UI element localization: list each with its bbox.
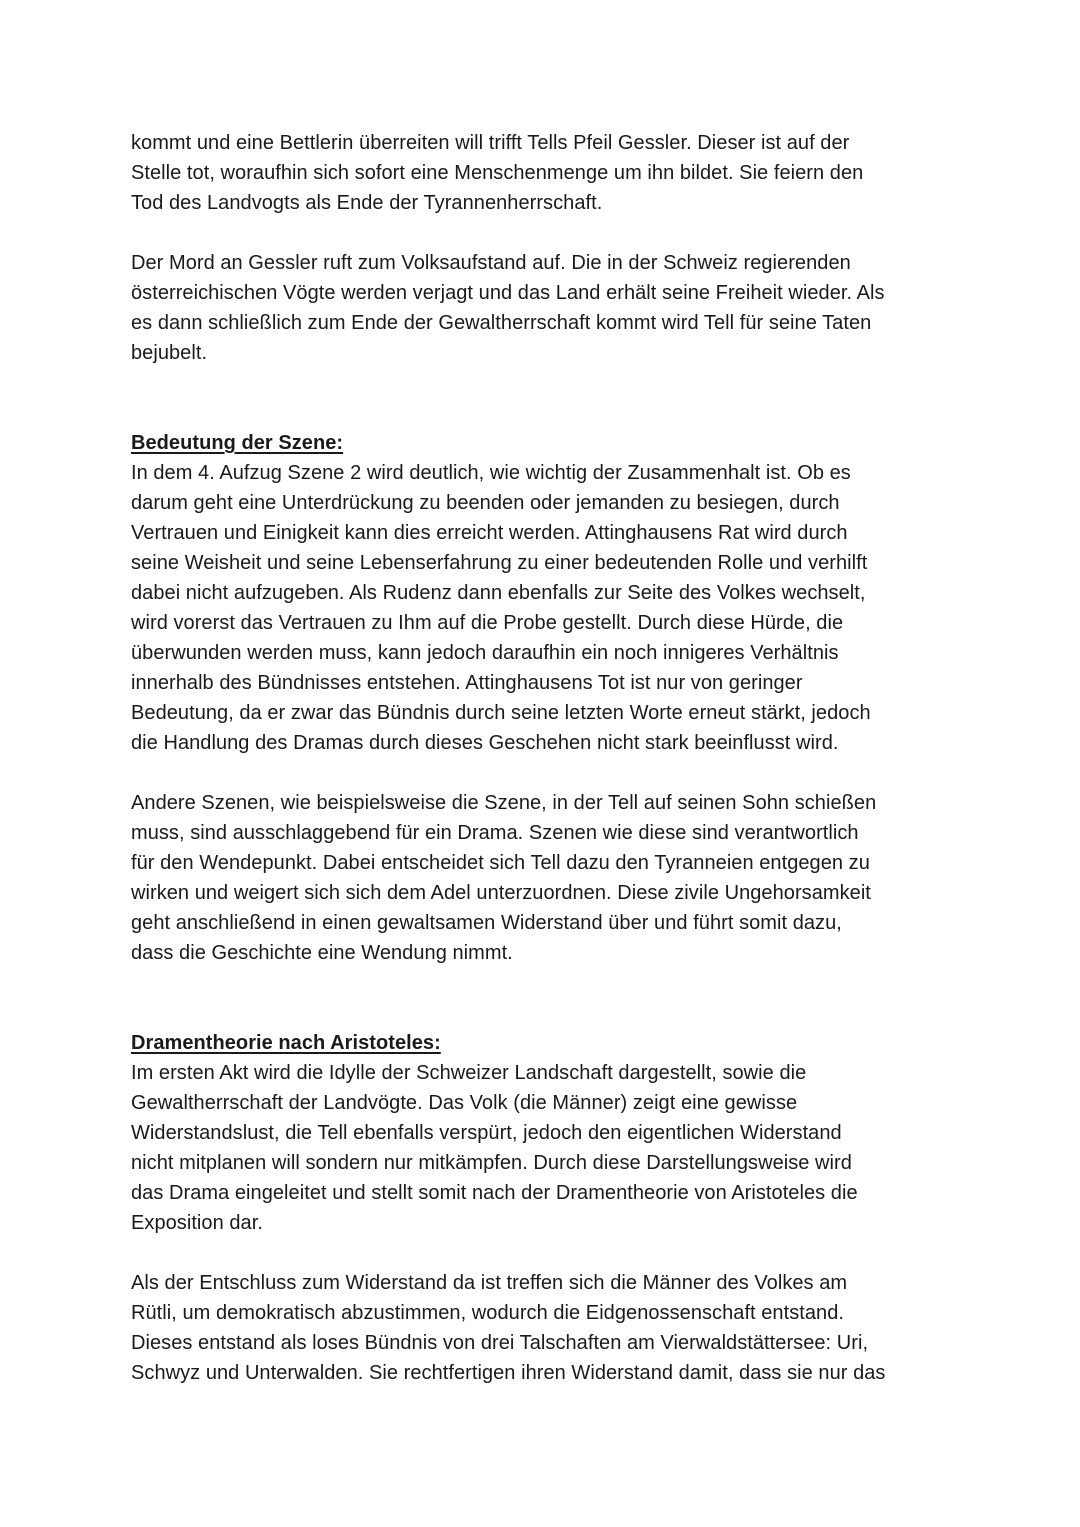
paragraph-4-line: für den Wendepunkt. Dabei entscheidet sich Tell dazu den Tyranneien entgegen zu — [131, 852, 870, 874]
paragraph-5-line: Gewaltherrschaft der Landvögte. Das Volk (die Männer) zeigt eine gewisse — [131, 1092, 798, 1114]
paragraph-2-line: es dann schließlich zum Ende der Gewaltherrschaft kommt wird Tell für seine Taten — [131, 312, 872, 334]
paragraph-6-line: Dieses entstand als loses Bündnis von drei Talschaften am Vierwaldstättersee: Uri, — [131, 1332, 869, 1354]
paragraph-4-line: dass die Geschichte eine Wendung nimmt. — [131, 942, 513, 964]
paragraph-1-line: Tod des Landvogts als Ende der Tyrannenherrschaft. — [131, 192, 603, 214]
paragraph-4-line: Andere Szenen, wie beispielsweise die Szene, in der Tell auf seinen Sohn schießen — [131, 792, 877, 814]
document-body — [131, 128, 953, 1388]
paragraph-3-line: seine Weisheit und seine Lebenserfahrung zu einer bedeutenden Rolle und verhilft — [131, 552, 868, 574]
paragraph-spacer — [131, 218, 953, 248]
paragraph-3-line: Bedeutung, da er zwar das Bündnis durch seine letzten Worte erneut stärkt, jedoch — [131, 702, 871, 724]
paragraph-6-line: Als der Entschluss zum Widerstand da ist treffen sich die Männer des Volkes am — [131, 1272, 848, 1294]
paragraph-5-line: das Drama eingeleitet und stellt somit nach der Dramentheorie von Aristoteles die — [131, 1182, 858, 1204]
section-spacer — [131, 968, 953, 1028]
section-heading-dramentheorie: Dramentheorie nach Aristoteles: — [131, 1032, 441, 1054]
paragraph-spacer — [131, 1238, 953, 1268]
paragraph-3-line: die Handlung des Dramas durch dieses Geschehen nicht stark beeinflusst wird. — [131, 732, 839, 754]
paragraph-2-line: österreichischen Vögte werden verjagt und das Land erhält seine Freiheit wieder. Als — [131, 282, 885, 304]
paragraph-spacer — [131, 758, 953, 788]
paragraph-3-line: überwunden werden muss, kann jedoch daraufhin ein noch innigeres Verhältnis — [131, 642, 839, 664]
paragraph-3-line: dabei nicht aufzugeben. Als Rudenz dann ebenfalls zur Seite des Volkes wechselt, — [131, 582, 866, 604]
paragraph-4-line: wirken und weigert sich sich dem Adel unterzuordnen. Diese zivile Ungehorsamkeit — [131, 882, 871, 904]
paragraph-3-line: wird vorerst das Vertrauen zu Ihm auf die Probe gestellt. Durch diese Hürde, die — [131, 612, 844, 634]
paragraph-5-line: Im ersten Akt wird die Idylle der Schweizer Landschaft dargestellt, sowie die — [131, 1062, 807, 1084]
paragraph-5-line: Widerstandslust, die Tell ebenfalls verspürt, jedoch den eigentlichen Widerstand — [131, 1122, 842, 1144]
paragraph-2-line: Der Mord an Gessler ruft zum Volksaufstand auf. Die in der Schweiz regierenden — [131, 252, 851, 274]
paragraph-5-line: nicht mitplanen will sondern nur mitkämpfen. Durch diese Darstellungsweise wird — [131, 1152, 852, 1174]
paragraph-6-line: Schwyz und Unterwalden. Sie rechtfertigen ihren Widerstand damit, dass sie nur das — [131, 1362, 886, 1384]
paragraph-3-line: darum geht eine Unterdrückung zu beenden oder jemanden zu besiegen, durch — [131, 492, 840, 514]
paragraph-1-line: Stelle tot, woraufhin sich sofort eine Menschenmenge um ihn bildet. Sie feiern den — [131, 162, 864, 184]
paragraph-2-line: bejubelt. — [131, 342, 208, 364]
paragraph-5-line: Exposition dar. — [131, 1212, 263, 1234]
paragraph-4-line: muss, sind ausschlaggebend für ein Drama. Szenen wie diese sind verantwortlich — [131, 822, 859, 844]
section-spacer — [131, 368, 953, 428]
section-heading-bedeutung: Bedeutung der Szene: — [131, 432, 344, 454]
paragraph-3-line: Vertrauen und Einigkeit kann dies erreicht werden. Attinghausens Rat wird durch — [131, 522, 848, 544]
paragraph-1-line: kommt und eine Bettlerin überreiten will trifft Tells Pfeil Gessler. Dieser ist auf der — [131, 132, 850, 154]
paragraph-3-line: In dem 4. Aufzug Szene 2 wird deutlich, wie wichtig der Zusammenhalt ist. Ob es — [131, 462, 851, 484]
paragraph-4-line: geht anschließend in einen gewaltsamen Widerstand über und führt somit dazu, — [131, 912, 842, 934]
paragraph-6-line: Rütli, um demokratisch abzustimmen, wodurch die Eidgenossenschaft entstand. — [131, 1302, 844, 1324]
paragraph-3-line: innerhalb des Bündnisses entstehen. Attinghausens Tot ist nur von geringer — [131, 672, 803, 694]
